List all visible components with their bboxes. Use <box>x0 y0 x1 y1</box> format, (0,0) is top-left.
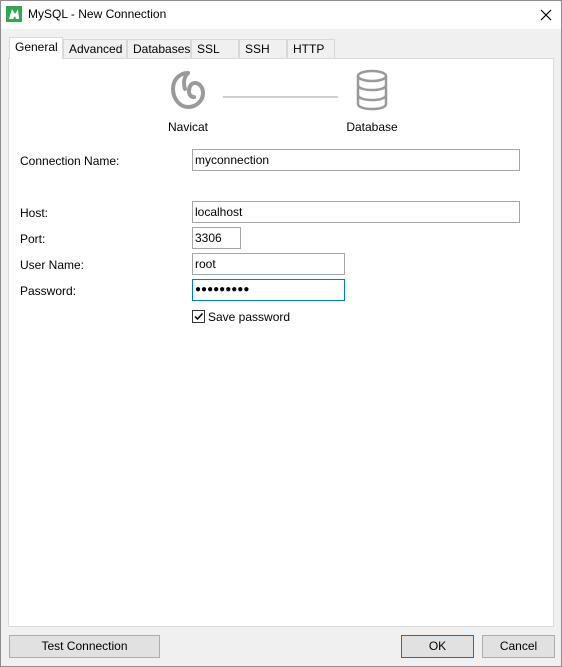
tab-databases[interactable]: Databases <box>127 39 191 58</box>
database-icon <box>355 69 389 111</box>
navicat-icon <box>167 69 209 111</box>
host-label: Host: <box>20 206 49 220</box>
test-connection-button[interactable]: Test Connection <box>9 635 160 658</box>
checkmark-icon <box>193 311 204 322</box>
port-label: Port: <box>20 232 46 246</box>
save-password-label[interactable]: Save password <box>208 310 291 324</box>
user-name-label: User Name: <box>20 258 85 272</box>
general-panel <box>8 58 554 627</box>
ok-button[interactable]: OK <box>401 635 474 658</box>
tab-http[interactable]: HTTP <box>287 39 335 58</box>
close-button[interactable] <box>531 1 561 29</box>
password-input[interactable]: ●●●●●●●●● <box>192 279 345 301</box>
close-icon <box>540 9 552 21</box>
save-password-checkbox[interactable] <box>192 310 205 323</box>
navicat-app-icon <box>6 6 22 22</box>
connection-name-input[interactable]: myconnection <box>192 149 520 171</box>
port-input[interactable]: 3306 <box>192 227 241 249</box>
tab-ssh[interactable]: SSH <box>239 39 287 58</box>
cancel-button[interactable]: Cancel <box>482 635 555 658</box>
connection-line <box>223 96 338 98</box>
tab-general[interactable]: General <box>9 37 63 59</box>
navicat-label: Navicat <box>167 120 208 134</box>
user-name-input[interactable]: root <box>192 253 345 275</box>
database-label: Database <box>346 120 398 134</box>
connection-name-label: Connection Name: <box>20 154 120 168</box>
host-input[interactable]: localhost <box>192 201 520 223</box>
window-title: MySQL - New Connection <box>28 7 167 21</box>
tab-advanced[interactable]: Advanced <box>63 39 127 58</box>
title-bar <box>1 1 561 29</box>
tab-ssl[interactable]: SSL <box>191 39 239 58</box>
password-label: Password: <box>20 284 77 298</box>
